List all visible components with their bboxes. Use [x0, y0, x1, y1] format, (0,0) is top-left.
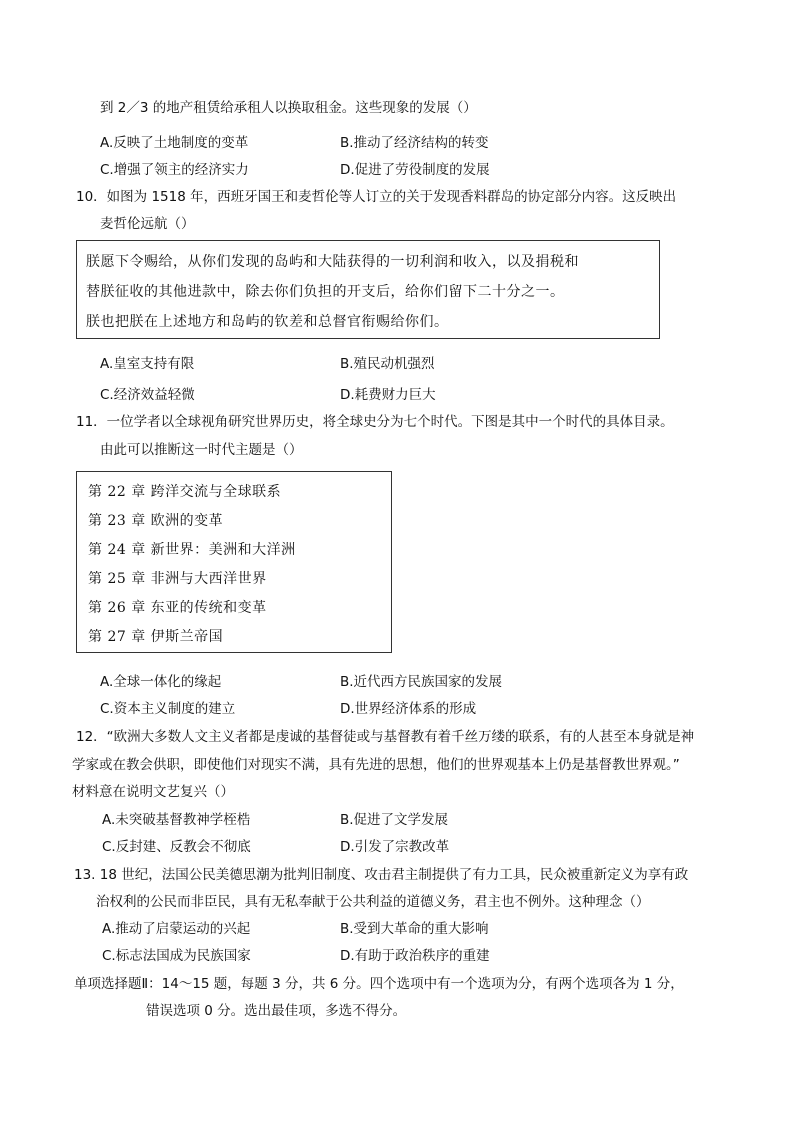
q11-stem: 11．一位学者以全球视角研究世界历史，将全球史分为七个时代。下图是其中一个时代的具体目录。	[76, 414, 674, 430]
section-instructions-cont: 错误选项 0 分。选出最佳项，多选不得分。	[146, 1003, 407, 1019]
chapter-entry: 第 25 章 非洲与大西洋世界	[88, 571, 267, 587]
q11-stem-cont: 由此可以推断这一时代主题是（）	[100, 442, 303, 458]
q12-option-d[interactable]: D.引发了宗教改革	[340, 839, 450, 855]
chapter-entry: 第 23 章 欧洲的变革	[88, 513, 224, 529]
q11-option-a[interactable]: A.全球一体化的缘起	[100, 674, 222, 690]
section-instructions: 单项选择题Ⅱ：14～15 题，每题 3 分，共 6 分。四个选项中有一个选项为分，有两个选项各为 1 分，	[74, 976, 684, 992]
q11-option-b[interactable]: B.近代西方民族国家的发展	[340, 674, 503, 690]
q9-stem-tail: 到 2／3 的地产租赁给承租人以换取租金。这些现象的发展（）	[100, 100, 477, 116]
q10-option-c[interactable]: C.经济效益轻微	[100, 387, 195, 403]
q12-stem: 12．“欧洲大多数人文主义者都是虔诚的基督徒或与基督教有着千丝万缕的联系，有的人甚至本身就是神	[76, 729, 695, 745]
q9-option-c[interactable]: C.增强了领主的经济实力	[100, 162, 249, 178]
q10-source-line: 替朕征收的其他进款中，除去你们负担的开支后，给你们留下二十分之一。	[86, 284, 565, 300]
q13-option-b[interactable]: B.受到大革命的重大影响	[340, 921, 489, 937]
q10-option-a[interactable]: A.皇室支持有限	[100, 356, 195, 372]
q12-stem-cont: 学家或在教会供职，即使他们对现实不满，具有先进的思想，他们的世界观基本上仍是基督教世界观。”	[72, 757, 680, 773]
chapter-entry: 第 27 章 伊斯兰帝国	[88, 629, 224, 645]
q11-option-d[interactable]: D.世界经济体系的形成	[340, 701, 477, 717]
q13-option-d[interactable]: D.有助于政治秩序的重建	[340, 948, 490, 964]
q10-option-d[interactable]: D.耗费财力巨大	[340, 387, 436, 403]
q10-source-line: 朕也把朕在上述地方和岛屿的钦差和总督官衔赐给你们。	[86, 314, 449, 330]
q12-stem-cont: 材料意在说明文艺复兴（）	[72, 784, 234, 800]
q13-stem: 13. 18 世纪，法国公民美德思潮为批判旧制度、攻击君主制提供了有力工具，民众被重新定义为享有政	[74, 867, 689, 883]
q13-option-a[interactable]: A.推动了启蒙运动的兴起	[102, 921, 251, 937]
chapter-entry: 第 26 章 东亚的传统和变革	[88, 600, 267, 616]
q11-option-c[interactable]: C.资本主义制度的建立	[100, 701, 236, 717]
q12-option-a[interactable]: A.未突破基督教神学桎梏	[102, 812, 251, 828]
q13-stem-cont: 治权利的公民而非臣民，具有无私奉献于公共利益的道德义务，君主也不例外。这种理念（）	[96, 894, 650, 910]
q9-option-d[interactable]: D.促进了劳役制度的发展	[340, 162, 490, 178]
q13-option-c[interactable]: C.标志法国成为民族国家	[102, 948, 251, 964]
q11-contents-box	[76, 471, 392, 653]
q9-option-b[interactable]: B.推动了经济结构的转变	[340, 135, 489, 151]
q10-option-b[interactable]: B.殖民动机强烈	[340, 356, 435, 372]
q10-source-line: 朕愿下令赐给，从你们发现的岛屿和大陆获得的一切利润和收入，以及捐税和	[86, 254, 579, 270]
q9-option-a[interactable]: A.反映了土地制度的变革	[100, 135, 249, 151]
q10-stem-cont: 麦哲伦远航（）	[100, 216, 195, 232]
q12-option-c[interactable]: C.反封建、反教会不彻底	[102, 839, 251, 855]
q12-option-b[interactable]: B.促进了文学发展	[340, 812, 449, 828]
chapter-entry: 第 24 章 新世界：美洲和大洋洲	[88, 542, 296, 558]
q10-source-box	[76, 240, 660, 339]
q10-stem: 10．如图为 1518 年，西班牙国王和麦哲伦等人订立的关于发现香料群岛的协定部分内容。这反映出	[76, 189, 677, 205]
chapter-entry: 第 22 章 跨洋交流与全球联系	[88, 484, 282, 500]
